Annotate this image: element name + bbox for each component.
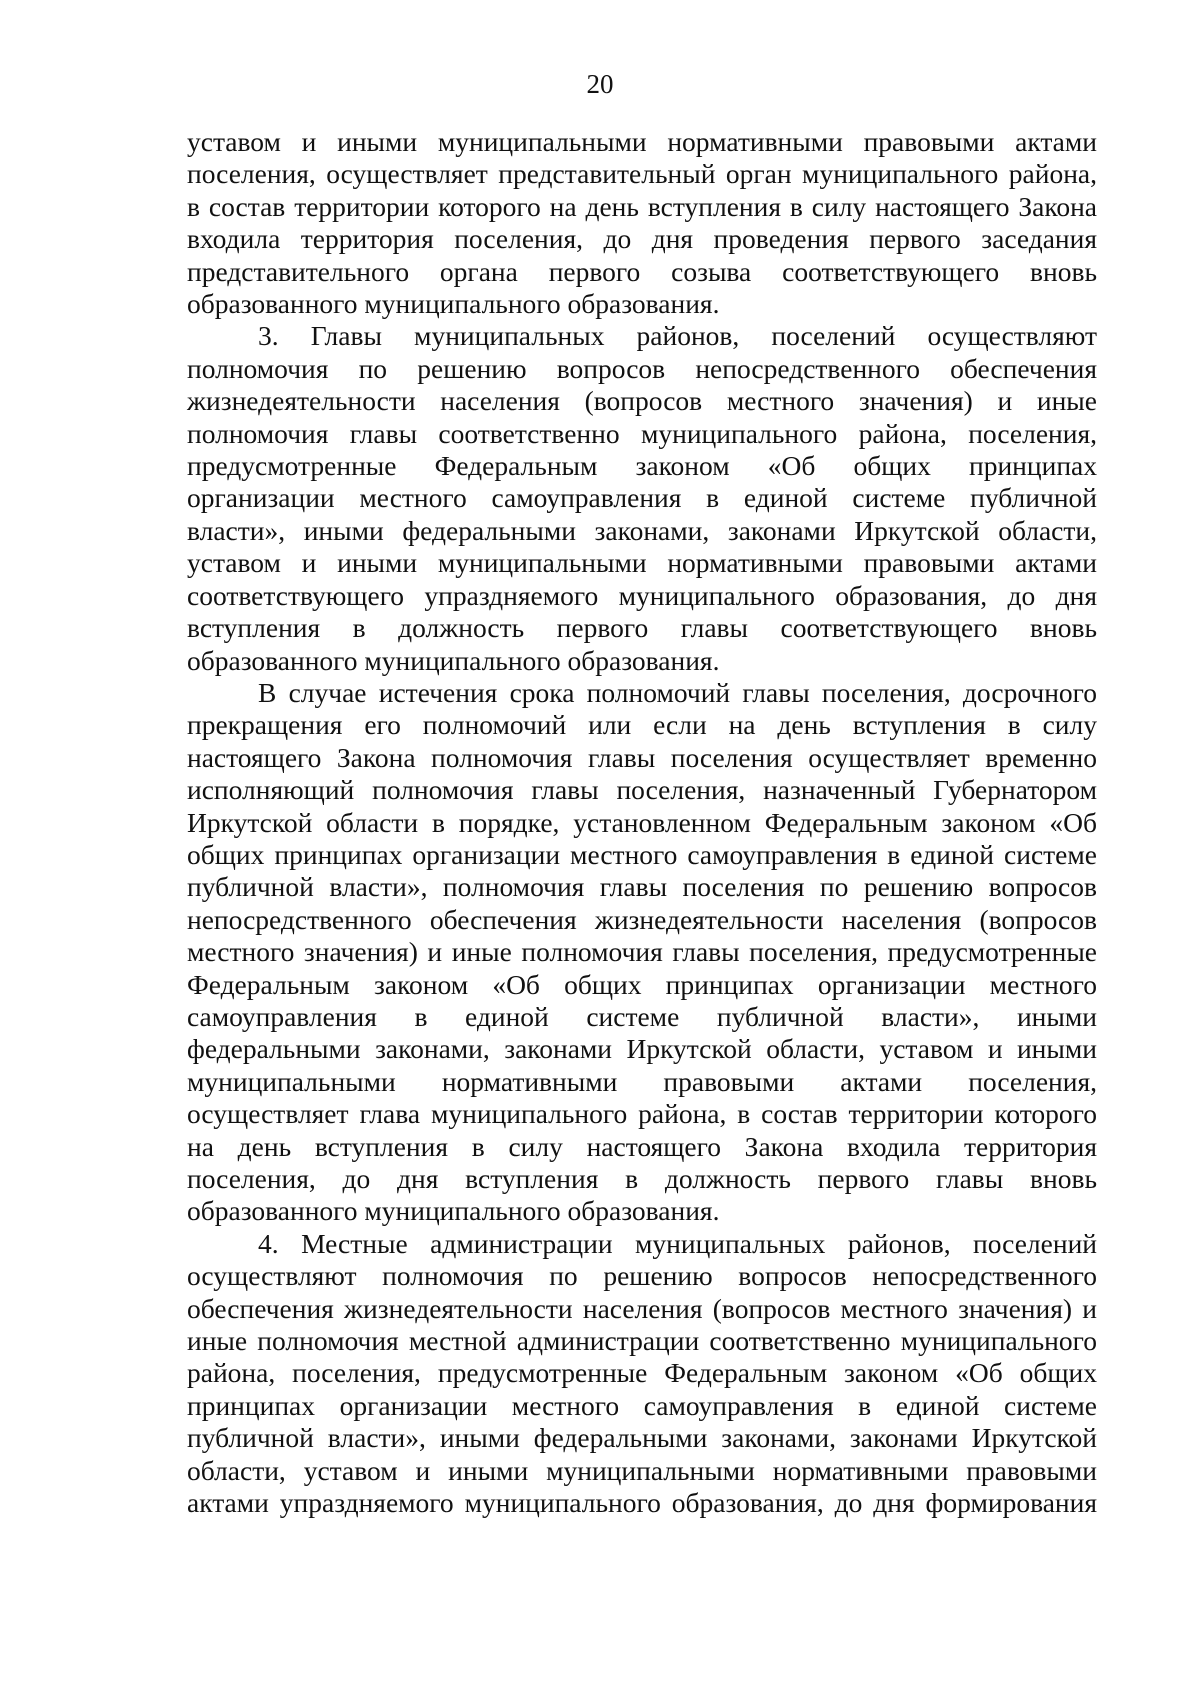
text-line: вступления в должность первого главы соответствующего вновь: [187, 612, 1097, 644]
text-line: уставом и иными муниципальными нормативными правовыми актами: [187, 126, 1097, 157]
text-line: принципах организации местного самоуправления в единой системе: [187, 1389, 1097, 1421]
text-line: в состав территории которого на день вступления в силу настоящего Закона: [187, 190, 1097, 222]
text-line: исполняющий полномочия главы поселения, назначенный Губернатором: [187, 774, 1097, 806]
text-line: 4. Местные администрации муниципальных районов, поселений: [258, 1227, 1097, 1259]
paragraph-item-4: [187, 1228, 1097, 1520]
text-line: образованного муниципального образования.: [187, 644, 720, 676]
text-line: актами упраздняемого муниципального образования, до дня формирования: [187, 1487, 1097, 1519]
paragraph-expiry-case: [187, 677, 1097, 1228]
text-line: образованного муниципального образования.: [187, 1195, 720, 1227]
text-line: федеральными законами, законами Иркутской области, уставом и иными: [187, 1033, 1097, 1065]
text-line: Федеральным законом «Об общих принципах организации местного: [187, 968, 1097, 1000]
text-line: обеспечения жизнедеятельности населения (вопросов местного значения) и: [187, 1292, 1097, 1324]
text-line: уставом и иными муниципальными нормативными правовыми актами: [187, 547, 1097, 579]
page-number: 20: [586, 69, 614, 99]
text-line: полномочия по решению вопросов непосредственного обеспечения: [187, 352, 1097, 384]
text-line: В случае истечения срока полномочий главы поселения, досрочного: [258, 676, 1097, 708]
text-line: Иркутской области в порядке, установленном Федеральным законом «Об: [187, 806, 1097, 838]
paragraph-continuation: [187, 126, 1097, 320]
text-line: района, поселения, предусмотренные Федеральным законом «Об общих: [187, 1357, 1097, 1389]
paragraph-item-3: [187, 320, 1097, 676]
text-line: полномочия главы соответственно муниципального района, поселения,: [187, 417, 1097, 449]
text-line: на день вступления в силу настоящего Закона входила территория: [187, 1130, 1097, 1162]
text-line: непосредственного обеспечения жизнедеятельности населения (вопросов: [187, 903, 1097, 935]
text-line: области, уставом и иными муниципальными нормативными правовыми: [187, 1454, 1097, 1486]
text-line: поселения, до дня вступления в должность первого главы вновь: [187, 1163, 1097, 1194]
text-line: предусмотренные Федеральным законом «Об общих принципах: [187, 450, 1097, 482]
text-line: самоуправления в единой системе публичной власти», иными: [187, 1000, 1097, 1032]
text-line: осуществляет глава муниципального района, в состав территории которого: [187, 1098, 1097, 1130]
text-line: образованного муниципального образования.: [187, 288, 720, 320]
text-line: общих принципах организации местного самоуправления в единой системе: [187, 838, 1097, 870]
text-line: жизнедеятельности населения (вопросов местного значения) и иные: [187, 385, 1097, 417]
text-line: поселения, осуществляет представительный орган муниципального района,: [187, 158, 1097, 190]
text-line: прекращения его полномочий или если на день вступления в силу: [187, 709, 1097, 741]
text-line: публичной власти», полномочия главы поселения по решению вопросов: [187, 871, 1097, 903]
text-line: организации местного самоуправления в единой системе публичной: [187, 482, 1097, 514]
text-line: настоящего Закона полномочия главы поселения осуществляет временно: [187, 741, 1097, 773]
text-line: муниципальными нормативными правовыми актами поселения,: [187, 1065, 1097, 1097]
text-line: власти», иными федеральными законами, законами Иркутской области,: [187, 514, 1097, 546]
text-line: публичной власти», иными федеральными законами, законами Иркутской: [187, 1422, 1097, 1454]
document-body: [187, 126, 1097, 1519]
text-line: иные полномочия местной администрации соответственно муниципального: [187, 1325, 1097, 1357]
text-line: осуществляют полномочия по решению вопросов непосредственного: [187, 1260, 1097, 1292]
text-line: представительного органа первого созыва соответствующего вновь: [187, 255, 1097, 287]
text-line: входила территория поселения, до дня проведения первого заседания: [187, 223, 1097, 255]
text-line: местного значения) и иные полномочия главы поселения, предусмотренные: [187, 936, 1097, 968]
text-line: соответствующего упраздняемого муниципального образования, до дня: [187, 579, 1097, 611]
text-line: 3. Главы муниципальных районов, поселений осуществляют: [258, 320, 1097, 352]
